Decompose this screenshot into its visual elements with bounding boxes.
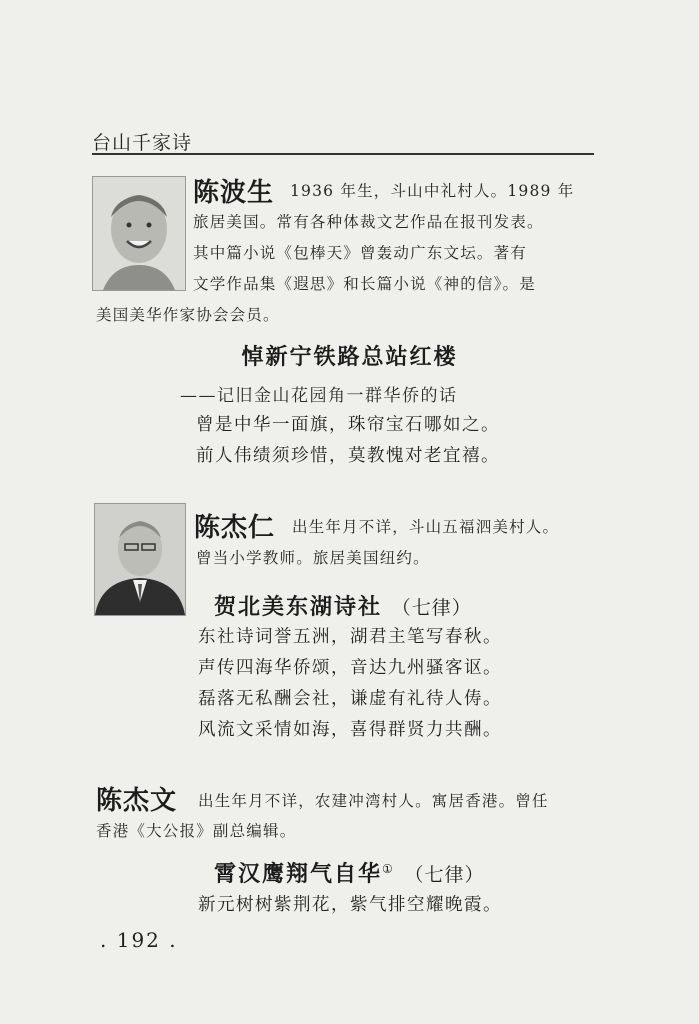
poem-verse-line: 声传四海华侨颂，音达九州骚客讴。 [198, 658, 502, 678]
portrait-image [93, 177, 185, 290]
poem-verse-line: 东社诗词誉五洲，湖君主笔写春秋。 [198, 627, 502, 647]
bio-line: 曾当小学教师。旅居美国纽约。 [196, 549, 430, 567]
portrait-image [95, 504, 185, 615]
bio-line: 其中篇小说《包棒天》曾轰动广东文坛。著有 [193, 244, 528, 262]
bio-line: 出生年月不详，农建冲湾村人。寓居香港。曾任 [198, 792, 549, 810]
poem-verse-line: 风流文采情如海，喜得群贤力共酬。 [198, 720, 502, 740]
poem-title-text: 贺北美东湖诗社 [214, 595, 383, 620]
page-number: . 192 . [100, 928, 178, 952]
poem-verse-line: 前人伟绩须珍惜，莫教愧对老宜禧。 [196, 446, 500, 466]
poem-title-text: 霄汉鹰翔气自华 [214, 862, 383, 887]
poem-verse-line: 曾是中华一面旗，珠帘宝石哪如之。 [196, 415, 500, 435]
poem-title [214, 590, 472, 621]
bio-line: 出生年月不详，斗山五福泗美村人。 [292, 518, 560, 536]
poem-form: （七律） [404, 864, 485, 886]
bio-line: 旅居美国。常有各种体裁文艺作品在报刊发表。 [193, 213, 544, 231]
portrait-photo-chen-bosheng [92, 176, 186, 291]
author-name: 陈杰仁 [194, 513, 276, 543]
portrait-photo-chen-jieren [94, 503, 186, 616]
footnote-mark: ① [382, 862, 395, 876]
poem-subtitle: ——记旧金山花园角一群华侨的话 [180, 386, 458, 406]
running-header: 台山千家诗 [92, 132, 193, 154]
author-name: 陈杰文 [96, 786, 178, 816]
author-name: 陈波生 [193, 178, 275, 208]
poem-form: （七律） [391, 597, 472, 619]
bio-line: 文学作品集《遐思》和长篇小说《神的信》。是 [193, 275, 536, 293]
poem-title-text: 悼新宁铁路总站红楼 [241, 345, 458, 370]
header-rule [92, 153, 594, 155]
bio-line: 1936 年生，斗山中礼村人。1989 年 [290, 182, 575, 200]
poem-title [214, 857, 484, 888]
poem-title [0, 340, 699, 371]
bio-line: 香港《大公报》副总编辑。 [96, 822, 297, 840]
poem-verse-line: 新元树树紫荆花，紫气排空耀晚霞。 [198, 895, 502, 915]
bio-line: 美国美华作家协会会员。 [96, 306, 280, 324]
poem-verse-line: 磊落无私酬会社，谦虚有礼待人俦。 [198, 689, 502, 709]
